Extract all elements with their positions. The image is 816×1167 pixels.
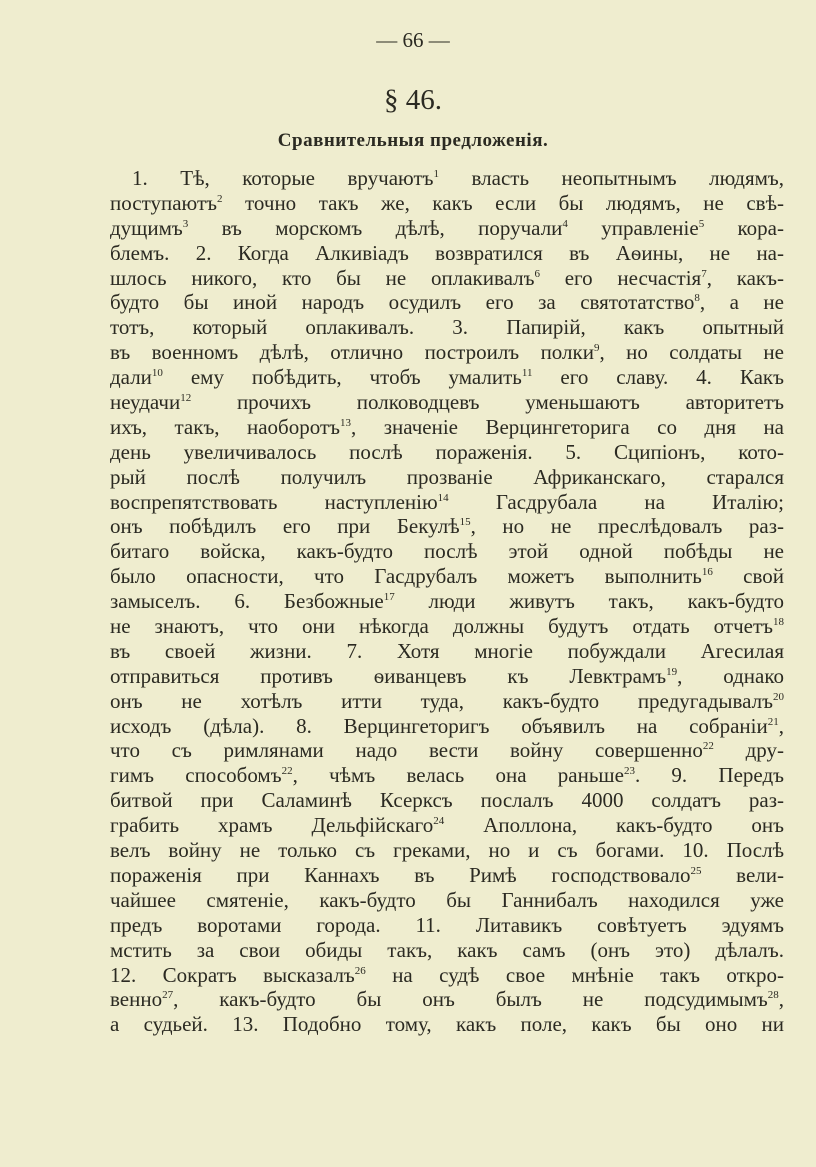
- text-run: венно: [110, 987, 163, 1012]
- text-run: его несчастія: [539, 265, 702, 290]
- text-line: [110, 216, 784, 241]
- footnote-marker: 18: [773, 616, 784, 629]
- text-run: . 9. Передъ: [634, 763, 784, 788]
- footnote-marker: 8: [694, 292, 700, 305]
- text-run: рый послѣ получилъ прозваніе Африканскаго, старался: [110, 464, 784, 489]
- text-run: шлось никого, кто бы не оплакивалъ: [110, 265, 535, 290]
- text-line: [110, 987, 784, 1012]
- footnote-marker: 17: [383, 591, 395, 604]
- text-line: [110, 938, 784, 963]
- text-run: , какъ-: [706, 265, 784, 290]
- text-run: точно такъ же, какъ если бы людямъ, не свѣ-: [222, 190, 784, 215]
- text-run: , значеніе Верцингеторига со дня на: [351, 414, 784, 439]
- text-run: не знаютъ, что они нѣкогда должны будутъ отдать отчетъ: [110, 614, 773, 639]
- text-run: власть неопытнымъ людямъ,: [438, 166, 785, 190]
- text-line: [110, 490, 784, 515]
- text-run: блемъ. 2. Когда Алкивіадъ возвратился въ Аѳины, не на-: [110, 240, 784, 265]
- text-run: день увеличивалось послѣ пораженія. 5. Сципіонъ, кото-: [110, 439, 784, 464]
- text-line: [110, 788, 784, 813]
- text-line: [110, 166, 784, 191]
- footnote-marker: 4: [562, 217, 568, 230]
- text-line: [110, 539, 784, 564]
- text-line: [110, 639, 784, 664]
- text-run: , однако: [677, 663, 784, 688]
- footnote-marker: 22: [281, 765, 293, 778]
- footnote-marker: 20: [773, 690, 784, 703]
- footnote-marker: 25: [690, 864, 702, 877]
- text-run: , но солдаты не: [599, 340, 784, 365]
- footnote-marker: 2: [217, 192, 223, 205]
- footnote-marker: 5: [698, 217, 705, 230]
- footnote-marker: 19: [666, 665, 678, 678]
- footnote-marker: 6: [534, 267, 540, 280]
- text-run: будто бы иной народъ осудилъ его за святотатство: [110, 290, 695, 315]
- text-line: [110, 290, 784, 315]
- text-run: дали: [110, 365, 152, 390]
- text-run: въ морскомъ дѣлѣ, поручали: [188, 215, 563, 240]
- footnote-marker: 28: [767, 989, 779, 1002]
- text-line: [110, 390, 784, 415]
- text-run: , но не преслѣдовалъ раз-: [470, 514, 784, 539]
- text-line: [110, 863, 784, 888]
- text-run: грабить храмъ Дельфійскаго: [110, 813, 434, 838]
- text-line: [110, 191, 784, 216]
- text-line: [110, 763, 784, 788]
- text-run: , какъ-будто бы онъ былъ не подсудимымъ: [173, 987, 768, 1012]
- page-number: — 66 —: [376, 28, 450, 52]
- text-run: онъ побѣдилъ его при Бекулѣ: [110, 514, 460, 539]
- footnote-marker: 7: [701, 267, 707, 280]
- text-run: дру-: [713, 738, 784, 763]
- text-run: что съ римлянами надо вести войну совершенно: [110, 738, 703, 763]
- text-run: поступаютъ: [110, 190, 217, 215]
- text-run: замыселъ. 6. Безбожные: [110, 589, 384, 614]
- footnote-marker: 24: [433, 815, 445, 828]
- text-run: его славу. 4. Какъ: [532, 365, 784, 390]
- text-run: , чѣмъ велась она раньше: [292, 763, 624, 788]
- footnote-marker: 14: [437, 491, 449, 504]
- text-line: [110, 963, 784, 988]
- footnote-marker: 27: [162, 989, 174, 1002]
- text-line: [110, 714, 784, 739]
- text-run: мстить за свои обиды такъ, какъ самъ (онъ это) дѣлалъ.: [110, 937, 784, 962]
- text-line: [110, 838, 784, 863]
- text-run: битвой при Саламинѣ Ксерксъ послалъ 4000 солдатъ раз-: [110, 788, 784, 813]
- text-run: люди живутъ такъ, какъ-будто: [394, 589, 784, 614]
- text-run: свой: [712, 564, 784, 589]
- text-run: велъ войну не только съ греками, но и съ богами. 10. Послѣ: [110, 838, 784, 863]
- text-run: гимъ способомъ: [110, 763, 282, 788]
- text-line: [110, 415, 784, 440]
- text-run: предъ воротами города. 11. Литавикъ совѣтуетъ эдуямъ: [110, 912, 784, 937]
- text-run: управленіе: [567, 215, 699, 240]
- text-run: было опасности, что Гасдрубалъ можетъ выполнить: [110, 564, 702, 589]
- text-line: [110, 465, 784, 490]
- text-line: [110, 589, 784, 614]
- text-line: [110, 813, 784, 838]
- footnote-marker: 23: [623, 765, 635, 778]
- text-run: 12. Сократъ высказалъ: [110, 962, 355, 987]
- section-heading: § 46.: [384, 84, 442, 116]
- text-run: неудачи: [110, 390, 181, 415]
- text-run: отправиться противъ ѳиванцевъ къ Левктрамъ: [110, 663, 667, 688]
- text-run: онъ не хотѣлъ итти туда, какъ-будто предугадывалъ: [110, 688, 773, 713]
- text-line: [110, 440, 784, 465]
- text-line: [110, 241, 784, 266]
- text-line: [110, 315, 784, 340]
- text-line: [110, 564, 784, 589]
- text-run: вели-: [701, 862, 784, 887]
- text-run: тотъ, который оплакивалъ. 3. Папирій, какъ опытный: [110, 315, 784, 340]
- text-line: [110, 1012, 784, 1037]
- footnote-marker: 22: [702, 740, 714, 753]
- text-line: [110, 888, 784, 913]
- footnote-marker: 26: [354, 964, 366, 977]
- text-run: ихъ, такъ, наоборотъ: [110, 414, 341, 439]
- text-run: исходъ (дѣла). 8. Верцингеторигъ объявилъ на собраніи: [110, 713, 768, 738]
- text-run: кора-: [704, 215, 784, 240]
- text-line: [110, 514, 784, 539]
- text-run: въ военномъ дѣлѣ, отлично построилъ полки: [110, 340, 594, 365]
- footnote-marker: 11: [521, 367, 533, 380]
- footnote-marker: 12: [180, 392, 192, 405]
- footnote-marker: 1: [433, 168, 439, 180]
- text-run: ,: [778, 713, 784, 738]
- text-run: ему побѣдить, чтобъ умалить: [162, 365, 522, 390]
- text-run: , а не: [699, 290, 784, 315]
- text-line: [110, 738, 784, 763]
- footnote-marker: 15: [459, 516, 471, 529]
- text-run: ,: [778, 987, 784, 1012]
- section-title: Сравнительныя предложенія.: [277, 130, 549, 151]
- text-run: 1. Тѣ, которые вручаютъ: [132, 166, 434, 190]
- footnote-marker: 9: [593, 342, 600, 355]
- footnote-marker: 13: [340, 416, 352, 429]
- footnote-marker: 21: [767, 715, 779, 728]
- text-run: пораженія при Каннахъ въ Римѣ господствовало: [110, 862, 691, 887]
- text-run: битаго войска, какъ-будто послѣ этой одной побѣды не: [110, 539, 784, 564]
- text-run: Аполлона, какъ-будто онъ: [444, 813, 784, 838]
- text-line: [110, 614, 784, 639]
- text-line: [110, 266, 784, 291]
- text-run: прочихъ полководцевъ уменьшаютъ авторитетъ: [191, 390, 784, 415]
- text-run: въ своей жизни. 7. Хотя многіе побуждали Агесилая: [110, 638, 784, 663]
- text-run: на судѣ свое мнѣніе такъ откро-: [365, 962, 784, 987]
- text-run: дущимъ: [110, 215, 183, 240]
- text-line: [110, 689, 784, 714]
- text-run: Гасдрубала на Италію;: [448, 489, 784, 514]
- text-line: [110, 365, 784, 390]
- footnote-marker: 3: [182, 217, 189, 230]
- body-text: [110, 166, 784, 1037]
- text-line: [110, 913, 784, 938]
- footnote-marker: 16: [701, 566, 713, 579]
- text-line: [110, 340, 784, 365]
- text-run: а судьей. 13. Подобно тому, какъ поле, какъ бы оно ни: [110, 1012, 784, 1037]
- text-line: [110, 664, 784, 689]
- footnote-marker: 10: [151, 367, 163, 380]
- text-run: воспрепятствовать наступленію: [110, 489, 438, 514]
- text-run: чайшее смятеніе, какъ-будто бы Ганнибалъ находился уже: [110, 887, 784, 912]
